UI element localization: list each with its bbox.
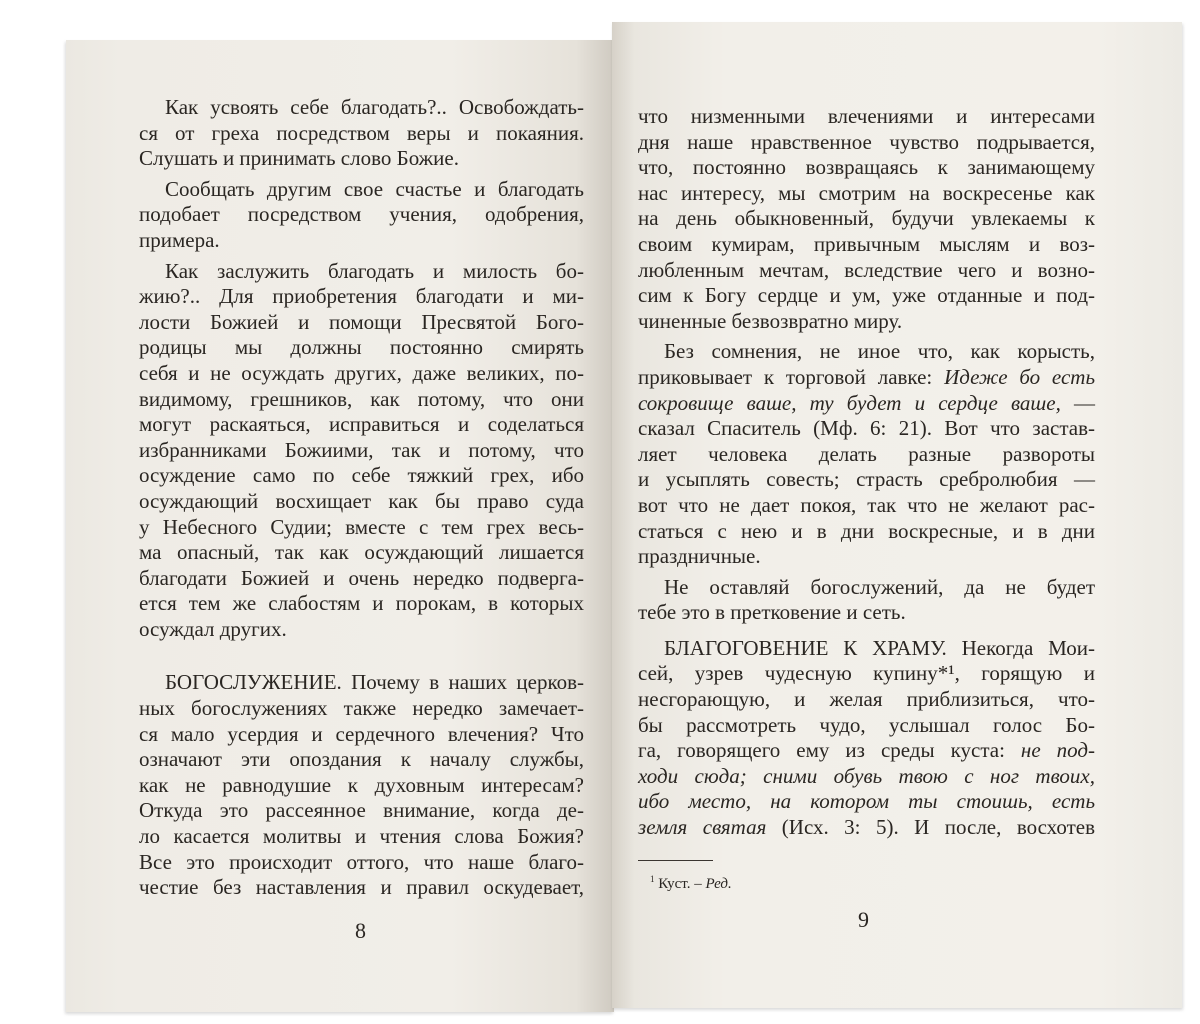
text-line: благодати Божией и очень нередко подверга- <box>139 565 584 590</box>
paragraph <box>638 636 1095 841</box>
text-line: дня наше нравственное чувство подрывается, <box>638 129 1095 154</box>
text-segment: приковывает к торговой лавке: <box>638 364 945 389</box>
text-line: сей, узрев чудесную купину*¹, горящую и <box>638 661 1095 686</box>
text-line: родицы мы должны постоянно смирять <box>139 335 584 360</box>
text-line: видимому, грешников, как потому, что они <box>139 386 584 411</box>
text-line: БОГОСЛУЖЕНИЕ. Почему в наших церков- <box>165 670 584 695</box>
text-line: Как заслужить благодать и милость бо- <box>165 258 584 283</box>
italic-quote: ибо место, на котором ты стоишь, есть <box>638 789 1095 814</box>
paragraph <box>638 339 1095 569</box>
text-line: на день обыкновенный, будучи увлекаемы к <box>638 206 1095 231</box>
text-line: бы рассмотреть чудо, услышал голос Бо- <box>638 712 1095 737</box>
text-line: жию?.. Для приобретения благодати и ми- <box>139 284 584 309</box>
text-line: Как усвоять себе благодать?.. Освобождать- <box>165 95 584 119</box>
text-line: Без сомнения, не иное что, как корысть, <box>664 339 1095 364</box>
paragraph <box>139 95 584 172</box>
text-line <box>638 738 1095 764</box>
italic-quote: земля святая <box>638 815 767 840</box>
text-line: чиненные безвозвратно миру. <box>638 308 903 333</box>
text-line: вот что не дает покоя, так что не желают рас- <box>638 492 1095 517</box>
text-line: Не оставляй богослужений, да не будет <box>664 574 1095 599</box>
text-line: что низменными влечениями и интересами <box>638 104 1095 128</box>
paragraph <box>638 575 1095 626</box>
text-line: подобает посредством учения, одобрения, <box>139 202 584 227</box>
left-page-text <box>139 95 584 906</box>
text-line <box>638 365 1095 391</box>
text-line: любленным мечтам, вследствие чего и возно- <box>638 257 1095 282</box>
paragraph <box>638 104 1095 334</box>
text-line: ма опасный, так как осуждающий лишается <box>139 540 584 565</box>
text-line: несгорающую, и желая приблизиться, что- <box>638 687 1095 712</box>
text-line: и усыплять совесть; страсть сребролюбия — <box>638 467 1095 492</box>
text-line: ся мало усердия и сердечного влечения? Что <box>139 721 584 746</box>
text-line: сказал Спаситель (Мф. 6: 21). Вот что застав- <box>638 416 1095 441</box>
text-line: Откуда это рассеянное внимание, когда де- <box>139 798 584 823</box>
italic-quote: Идеже бо есть <box>944 364 1096 389</box>
text-segment: (Исх. 3: 5). И после, восхотев <box>766 815 1095 840</box>
text-line <box>638 764 1095 790</box>
text-line: Слушать и принимать слово Божие. <box>139 146 459 171</box>
text-line: ло касается молитвы и чтения слова Божия? <box>139 824 584 849</box>
text-line: ляет человека делать разные развороты <box>638 441 1095 466</box>
italic-quote: ходи сюда; сними обувь твою с ног твоих, <box>638 763 1095 788</box>
text-line: Сообщать другим свое счастье и благодать <box>165 176 584 201</box>
paragraph <box>139 259 584 643</box>
paragraph <box>139 670 584 900</box>
text-line: могут раскаяться, исправиться и соделаться <box>139 412 584 437</box>
page-number-left: 8 <box>355 918 366 943</box>
italic-quote: сокровище ваше, ту будет и сердце ваше, <box>638 390 1061 415</box>
footnote <box>650 874 732 893</box>
text-line <box>638 391 1095 417</box>
text-line: ся от греха посредством веры и покаяния. <box>139 120 584 145</box>
text-line: сим к Богу сердце и ум, уже отданные и под- <box>638 283 1095 308</box>
paragraph <box>139 177 584 254</box>
text-segment: — <box>1060 390 1096 415</box>
text-line: избранниками Божиими, так и потому, что <box>139 437 584 462</box>
footnote-marker: 1 <box>650 874 655 884</box>
text-line: статься с нею и в дни воскресные, и в дни <box>638 518 1095 543</box>
text-line <box>638 815 1095 841</box>
text-line: осуждал других. <box>139 616 287 641</box>
text-line: Все это происходит оттого, что наше благо- <box>139 849 584 874</box>
text-line: ных богослужениях также нередко замечает- <box>139 696 584 721</box>
text-line: себя и не осуждать других, даже великих, по- <box>139 360 584 385</box>
text-line: осуждающий восхищает как бы право суда <box>139 488 584 513</box>
footnote-text: Куст. – <box>658 876 706 892</box>
text-line: ется тем же слабостям и порокам, в которых <box>139 591 584 616</box>
text-segment: га, говорящего ему из среды куста: <box>638 738 1021 763</box>
text-line: что, постоянно возвращаясь к занимающему <box>638 155 1095 180</box>
text-line: честие без наставления и правил оскудевает, <box>139 875 584 900</box>
right-page-text <box>638 104 1095 846</box>
text-line: осуждение само по себе тяжкий грех, ибо <box>139 463 584 488</box>
text-line: как не равнодушие к духовным интересам? <box>139 772 584 797</box>
footnote-divider <box>638 860 713 861</box>
text-line: тебе это в претковение и сеть. <box>638 600 906 625</box>
text-line: у Небесного Судии; вместе с тем грех весь- <box>139 514 584 539</box>
text-line: лости Божией и помощи Пресвятой Бого- <box>139 309 584 334</box>
text-line: означают эти опоздания к началу службы, <box>139 747 584 772</box>
text-line: нас интересу, мы смотрим на воскресенье как <box>638 180 1095 205</box>
text-line: БЛАГОГОВЕНИЕ К ХРАМУ. Некогда Мои- <box>664 635 1095 660</box>
text-line <box>638 789 1095 815</box>
text-line: праздничные. <box>638 544 761 569</box>
page-number-right: 9 <box>858 907 869 932</box>
text-line: примера. <box>139 227 220 252</box>
italic-quote: не под- <box>1020 738 1096 763</box>
text-line: своим кумирам, привычным мыслям и воз- <box>638 231 1095 256</box>
footnote-editor: Ред. <box>705 876 732 892</box>
